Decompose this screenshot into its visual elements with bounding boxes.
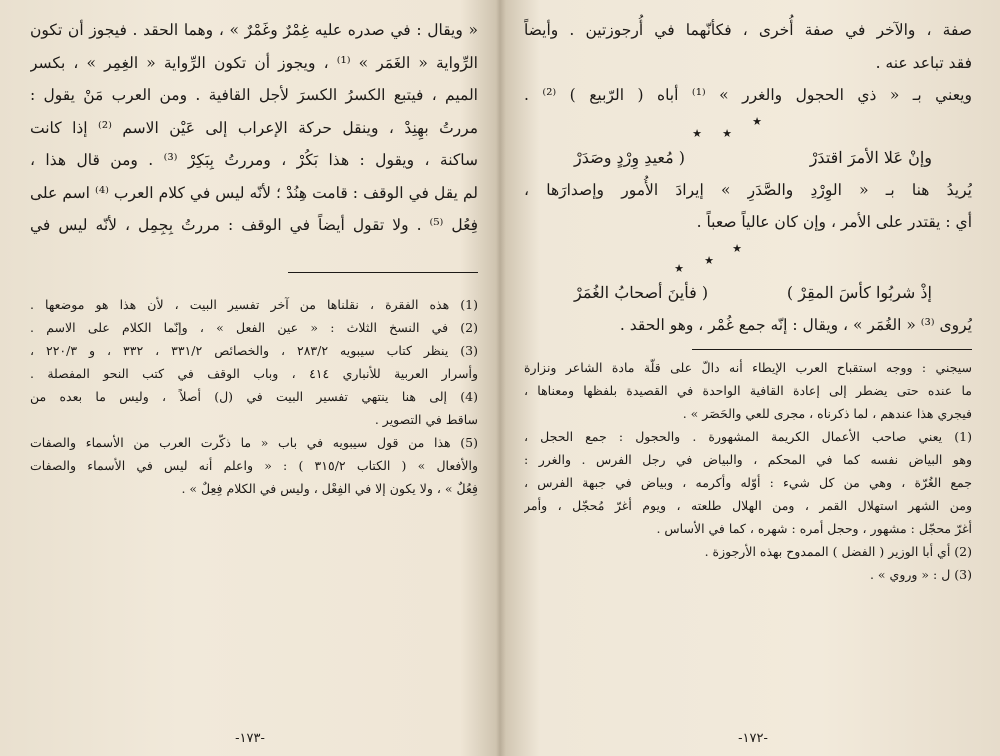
body-line: « ويقال : في صدره عليه غِمْرٌ وغَمْرٌ » ، وهما الحقد . فيجوز أن تكون [30,21,478,39]
verse-line [524,277,972,309]
body-line: ويعني بـ « ذي الحجول والغرر » ⁽¹⁾ أباه ( الرّبيع ) ⁽²⁾ . [524,86,972,104]
footnote-line: (1) يعني صاحب الأعمال الكريمة المشهورة . والحجول : جمع الحجل ، [524,429,972,444]
page-number: -١٧٢- [738,731,768,746]
footnote-line: فِعُلٌ » ، ولا يكون إلا في الفِعْل ، وليس في الكلام فِعِلٌ » . [181,480,478,496]
star-icon: ★ [692,126,702,140]
verse-hemistich-first: ( فأينَ أصحابُ الغُمَرْ [574,282,709,302]
star-icon: ★ [722,126,732,140]
body-line: الميم ، فيتبع الكسرُ الكسرَ لأجل القافية . ومن العرب مَنْ يقول : [30,86,478,104]
footnote-line: (2) أي أبا الوزير ( الفضل ) الممدوح بهذه الأرجوزة . [704,544,972,559]
footnote-line: وهو البياض نفسه كما في المحكم ، والبياض في رجل الفرس . والغرر : [524,452,972,467]
footnote-line: (4) إلى هنا ينتهي تفسير البيت في (ل) أصلاً ، وليس ما بعده من [30,388,478,404]
body-line: ساكنة ، ويقول : هذا بَكُرْ ، ومررتُ بِبَكِرْ ⁽³⁾ . ومن قال هذا ، [30,151,478,169]
footnote-separator [288,272,478,273]
footnote-line: (5) هذا من قول سيبويه في باب « ما ذكّرت العرب من الأسماء والصفات [30,434,478,450]
verse-ornament [524,239,972,277]
star-icon: ★ [704,253,714,267]
body-line: فقد تباعد عنه . [875,53,972,72]
body-line: مررتُ بهِنِدْ ، وينقل حركة الإعراب إلى عَيْن الاسم ⁽²⁾ إذا كانت [30,118,478,137]
body-line: صفة ، والآخر في صفة أُخرى ، فكأنّهما في أُرجوزتين . وأيضاً [524,21,972,39]
footnote-line: فيجري هذا عندهم ، لما ذكرناه ، مجرى للعي والحَصَر » . [682,406,972,421]
footnote-line: ومن الشهر استهلال القمر ، ومن الهلال طلعته ، ويوم أغرّ مُحجّل ، وأمر [524,498,972,513]
footnote-line: (3) ينظر كتاب سيبويه ٢٨٣/٢ ، والخصائص ٣٣١/٢ ، ٣٣٢ ، و ٢٢٠/٣ ، [30,342,478,358]
footnote-separator [692,349,972,350]
verse-line [524,142,972,174]
body-line: يُروى ⁽³⁾ « الغُمَر » ، ويقال : إنّه جمع غُمْر ، وهو الحقد . [619,315,972,334]
footnote-line: (2) في النسخ الثلاث : « عين الفعل » ، وإنّما الكلام على الاسم . [30,319,478,335]
footnote-line: ما عنده حتى يضطر إلى إعادة القافية الواحدة في القصيدة بلفظها ومعناها ، [524,383,972,398]
star-icon: ★ [732,241,742,255]
footnote-line: (1) هذه الفقرة ، نقلناها من آخر تفسير البيت ، لأن هذا هو موضعها . [30,296,478,312]
verse-hemistich-second: وإنْ عَلا الأمرَ اقتدَرْ [809,147,932,167]
star-icon: ★ [674,261,684,275]
star-icon: ★ [752,114,762,128]
footnote-line: ساقط في التصوير . [374,411,478,427]
footnote-line: وأسرار العربية للأنباري ٤١٤ ، وباب الوقف في كتب النحو المفصلة . [30,365,478,381]
body-line: الرِّواية « الغَمَر » ⁽¹⁾ ، ويجوز أن تكون الرِّواية « الغِمِر » ، بكسر [30,53,478,72]
body-line: فِعُل ⁽⁵⁾ . ولا تقول أيضاً في الوقف : مررتُ بِجِمِل ، لأنّه ليس في [30,216,478,234]
verse-ornament [524,112,972,142]
verse-hemistich-first: ( مُعيدِ وِرْدٍ وصَدَرْ [574,147,686,167]
footnote-line: (3) ل : « وروي » . [869,567,972,582]
body-line: لم يقل في الوقف : قامت هِنُدْ ؛ لأنّه ليس في كلام العرب ⁽⁴⁾ اسم على [30,183,478,202]
footnote-line: والأفعال » ( الكتاب ٣١٥/٢ ) : « واعلم أنه ليس في الأسماء والصفات [30,457,478,473]
body-line: أي : يقتدر على الأمر ، وإن كان عالياً صعباً . [696,213,972,231]
page-172 [506,0,1000,756]
footnote-line: جمع الغُرّة ، وهي من كل شيء : أوّله وأكرمه ، وبياض في جبهة الفرس ، [524,475,972,490]
footnote-line: أغرّ محجّل : مشهور ، وحجل أمره : شهره ، كما في الأساس . [656,521,972,536]
page-number: -١٧٣- [235,731,265,746]
body-line: يُريدُ هنا بـ « الوِرْدِ والصَّدَرِ » إيرادَ الأُمور وإصدارَها ، [524,180,972,199]
footnote-line: سيجني : ووجه استقباح العرب الإيطاء أنه دالّ على قلّة مادة الشاعر ونزارة [524,360,972,375]
verse-hemistich-second: إذْ شربُوا كأسَ المقِرْ ) [786,282,932,302]
